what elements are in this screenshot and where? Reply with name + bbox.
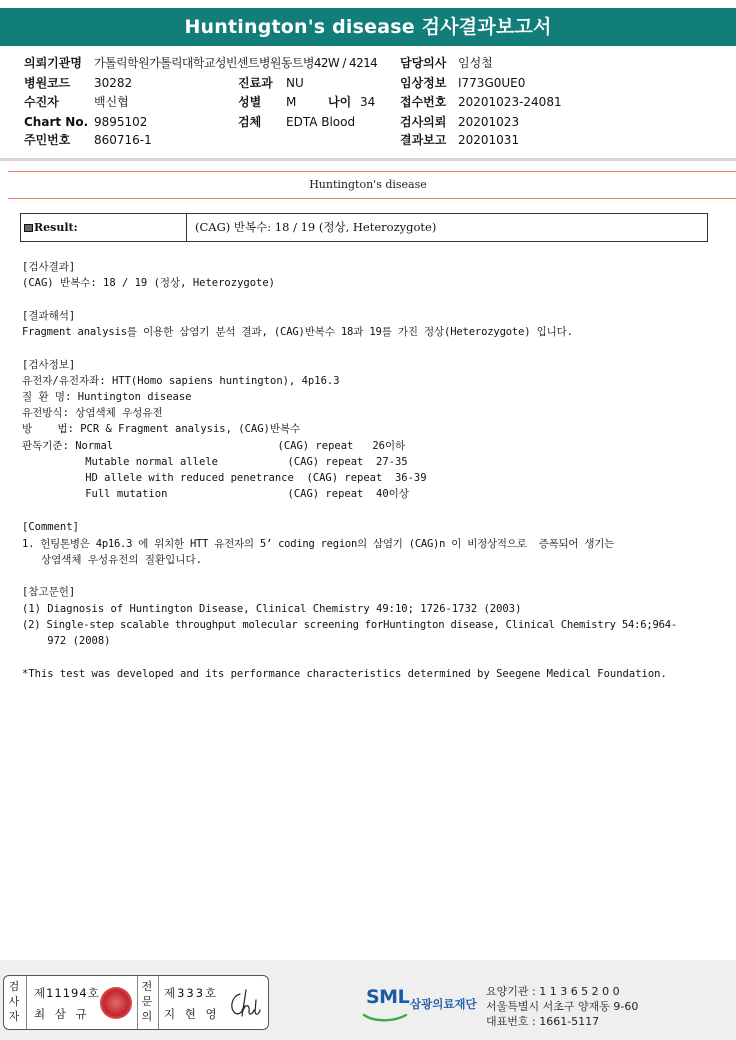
info-line: 유전자/유전자좌: HTT(Homo sapiens huntington), 4p16.3: [22, 375, 340, 387]
info-line: 방 법: PCR & Fragment analysis, (CAG)반복수: [22, 423, 301, 435]
divider: [8, 198, 736, 199]
reference-line: (1) Diagnosis of Huntington Disease, Clinical Chemistry 49:10; 1726-1732 (2003): [22, 603, 522, 615]
examiner-number: 제11194호: [34, 986, 100, 1000]
report-title: Huntington's disease 검사결과보고서: [0, 8, 736, 46]
examiner-name: 최 삼 규: [34, 1007, 90, 1021]
doctor-label: 담당의사: [400, 56, 447, 70]
info-line: HD allele with reduced penetrance (CAG) repeat 36-39: [22, 472, 427, 484]
specialist-label: 전 문 의: [141, 980, 153, 1023]
interp-line: Fragment analysis를 이용한 삼염기 분석 결과, (CAG)반복수 18과 19를 가진 정상(Heterozygote) 입니다.: [22, 326, 573, 338]
section-subtitle: Huntington's disease: [309, 178, 427, 191]
age-label: 나이: [328, 95, 352, 109]
signature-icon: [226, 986, 262, 1020]
sml-logo-text: SML: [366, 986, 410, 1008]
result-label: Result:: [21, 214, 187, 241]
result-heading: [검사결과]: [22, 261, 76, 273]
dept-value: NU: [286, 76, 304, 90]
specimen-value: EDTA Blood: [286, 115, 356, 129]
divider: [8, 171, 736, 172]
report-label: 결과보고: [400, 133, 447, 147]
clinical-value: I773G0UE0: [458, 76, 526, 90]
comment-heading: [Comment]: [22, 521, 79, 533]
clinical-label: 임상정보: [400, 76, 447, 90]
checkbox-icon: [24, 224, 33, 232]
info-heading: [검사정보]: [22, 359, 76, 371]
info-line: Full mutation (CAG) repeat 40이상: [22, 488, 409, 500]
examiner-label: 검 사 자: [8, 980, 20, 1023]
age-value: 34: [360, 95, 376, 109]
report-value: 20201031: [458, 133, 520, 147]
contact-line: 요양기관 : 1 1 3 6 5 2 0 0: [486, 985, 620, 998]
contact-line: 대표번호 : 1661-5117: [486, 1015, 600, 1028]
hospital-value: 가톨릭학원가톨릭대학교성빈센트병원동트병42W / 4214: [94, 56, 378, 70]
chart-value: 9895102: [94, 115, 148, 129]
organization-name: 삼광의료재단: [410, 997, 477, 1011]
info-line: 질 환 명: Huntington disease: [22, 391, 192, 403]
sex-value: M: [286, 95, 297, 109]
divider: [0, 158, 736, 161]
interp-heading: [결과해석]: [22, 310, 76, 322]
comment-line: 1. 헌팅톤병은 4p16.3 에 위치한 HTT 유전자의 5’ coding region의 삼염기 (CAG)n 이 비정상적으로 증폭되어 생기는: [22, 538, 615, 550]
dept-label: 진료과: [238, 76, 273, 90]
info-line: Mutable normal allele (CAG) repeat 27-35: [22, 456, 408, 468]
result-box: [20, 213, 708, 242]
contact-line: 서울특별시 서초구 양재동 9-60: [486, 1000, 639, 1013]
sex-label: 성별: [238, 95, 262, 109]
divider: [137, 976, 138, 1029]
chart-label: Chart No.: [24, 115, 89, 129]
code-label: 병원코드: [24, 76, 71, 90]
id-label: 주민번호: [24, 133, 71, 147]
reference-line: 972 (2008): [22, 635, 111, 647]
signature-box: [3, 975, 269, 1030]
reference-line: (2) Single-step scalable throughput molecular screening forHuntington disease, Clinical Chemistry 54:6;964-: [22, 619, 678, 631]
result-value: (CAG) 반복수: 18 / 19 (정상, Heterozygote): [195, 220, 437, 234]
specialist-name: 지 현 영: [164, 1007, 220, 1021]
receipt-value: 20201023-24081: [458, 95, 562, 109]
specimen-label: 검체: [238, 115, 262, 129]
info-line: 판독기준: Normal (CAG) repeat 26이하: [22, 440, 406, 452]
info-line: 유전방식: 상염색체 우성유전: [22, 407, 163, 419]
specialist-number: 제333호: [164, 986, 219, 1000]
patient-value: 백신협: [94, 95, 129, 109]
doctor-value: 임성철: [458, 56, 493, 70]
seal-stamp-icon: [100, 987, 132, 1019]
divider: [26, 976, 27, 1029]
id-value: 860716-1: [94, 133, 152, 147]
request-label: 검사의뢰: [400, 115, 447, 129]
comment-line: 상염색체 우성유전의 질환입니다.: [22, 554, 202, 566]
receipt-label: 접수번호: [400, 95, 447, 109]
divider: [158, 976, 159, 1029]
footnote: *This test was developed and its performance characteristics determined by Seegene Medical Foundation.: [22, 668, 667, 680]
request-value: 20201023: [458, 115, 520, 129]
references-heading: [참고문헌]: [22, 586, 76, 598]
patient-label: 수진자: [24, 95, 59, 109]
hospital-label: 의뢰기관명: [24, 56, 82, 70]
contact-info: [486, 984, 638, 1029]
code-value: 30282: [94, 76, 133, 90]
result-line: (CAG) 반복수: 18 / 19 (정상, Heterozygote): [22, 277, 276, 289]
